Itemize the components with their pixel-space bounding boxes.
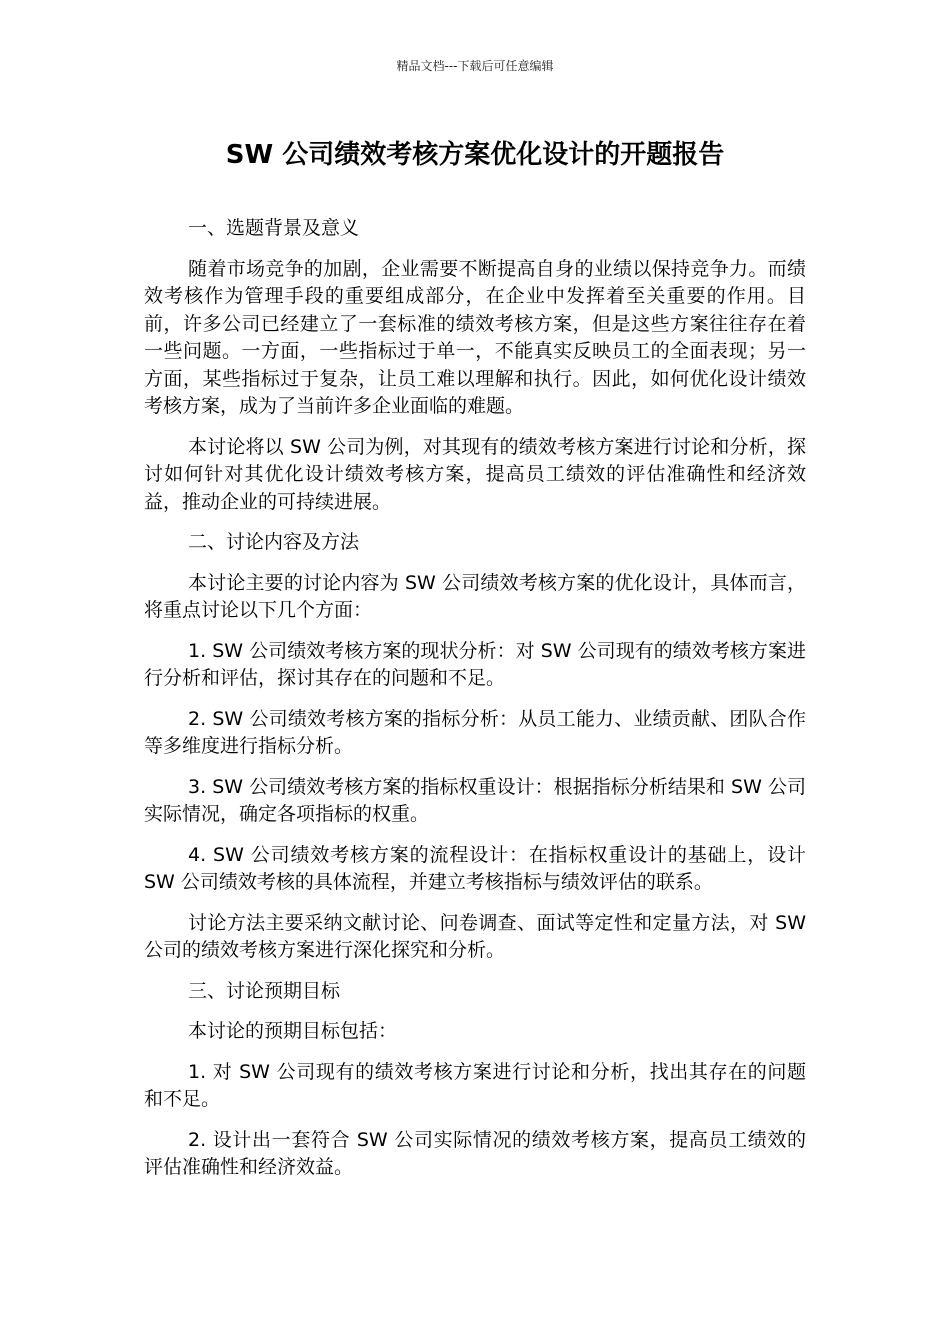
paragraph-study-scope: 本讨论将以 SW 公司为例，对其现有的绩效考核方案进行讨论和分析，探讨如何针对其优化设计绩效考核方案，提高员工绩效的评估准确性和经济效益，推动企业的可持续进展。 [144, 435, 806, 513]
section-heading-2: 二、讨论内容及方法 [188, 531, 360, 553]
list-item-goal-2: 2. 设计出一套符合 SW 公司实际情况的绩效考核方案，提高员工绩效的评估准确性和经济效益。 [144, 1128, 806, 1178]
paragraph-goals-intro: 本讨论的预期目标包括： [188, 1020, 398, 1042]
list-item-content-4: 4. SW 公司绩效考核方案的流程设计：在指标权重设计的基础上，设计 SW 公司绩效考核的具体流程，并建立考核指标与绩效评估的联系。 [144, 843, 806, 893]
document-title: SW 公司绩效考核方案优化设计的开题报告 [225, 140, 725, 170]
section-heading-3: 三、讨论预期目标 [188, 979, 341, 1002]
paragraph-background: 随着市场竞争的加剧，企业需要不断提高自身的业绩以保持竞争力。而绩效考核作为管理手段的重要组成部分，在企业中发挥着至关重要的作用。目前，许多公司已经建立了一套标准的绩效考核方案，但是这些方案往往存在着一些问题。一方面，一些指标过于单一，不能真实反映员工的全面表现；另一方面，某些指标过于复杂，让员工难以理解和执行。因此，如何优化设计绩效考核方案，成为了当前许多企业面临的难题。 [144, 257, 806, 417]
section-heading-1: 一、选题背景及意义 [188, 217, 360, 239]
list-item-content-1: 1. SW 公司绩效考核方案的现状分析：对 SW 公司现有的绩效考核方案进行分析和评估，探讨其存在的问题和不足。 [144, 639, 806, 689]
header-note: 精品文档---下载后可任意编辑 [396, 59, 554, 73]
document-body [144, 215, 806, 1195]
paragraph-methods: 讨论方法主要采纳文献讨论、问卷调查、面试等定性和定量方法，对 SW 公司的绩效考核方案进行深化探究和分析。 [144, 911, 806, 961]
list-item-content-3: 3. SW 公司绩效考核方案的指标权重设计：根据指标分析结果和 SW 公司实际情况，确定各项指标的权重。 [144, 775, 806, 825]
paragraph-content-intro: 本讨论主要的讨论内容为 SW 公司绩效考核方案的优化设计，具体而言，将重点讨论以下几个方面： [144, 571, 806, 621]
list-item-goal-1: 1. 对 SW 公司现有的绩效考核方案进行讨论和分析，找出其存在的问题和不足。 [144, 1060, 806, 1110]
list-item-content-2: 2. SW 公司绩效考核方案的指标分析：从员工能力、业绩贡献、团队合作等多维度进行指标分析。 [144, 707, 806, 757]
